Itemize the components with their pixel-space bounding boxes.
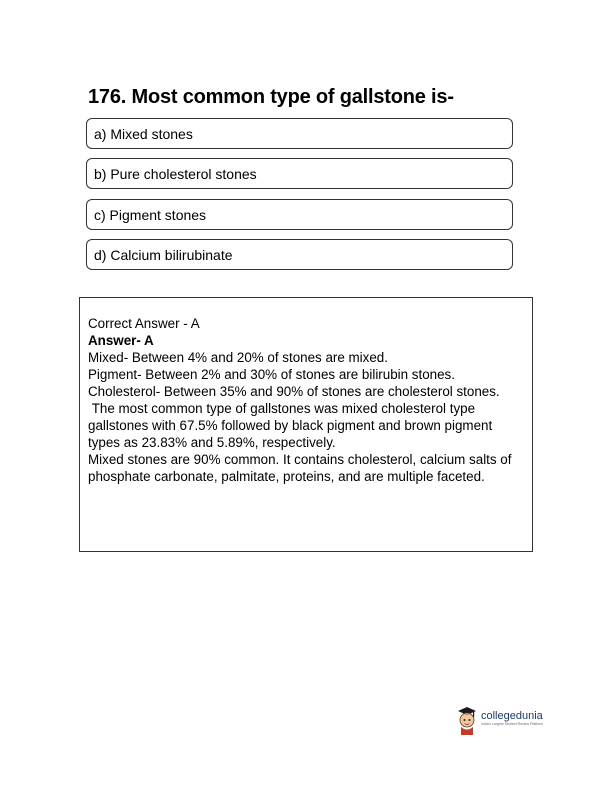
option-d[interactable] [86,239,513,270]
option-a-label: a) Mixed stones [94,125,193,142]
option-c-label: c) Pigment stones [94,206,207,223]
correct-answer-line: Correct Answer - A [88,316,200,331]
answer-box [79,297,533,552]
option-d-label: d) Calcium bilirubinate [94,246,233,263]
collegedunia-logo [456,705,576,737]
option-b-label: b) Pure cholesterol stones [94,165,257,182]
explanation-line: Pigment- Between 2% and 30% of stones are bilirubin stones. [88,367,455,382]
question-title: 176. Most common type of gallstone is- [88,86,454,108]
explanation-line: Cholesterol- Between 35% and 90% of stones are cholesterol stones. [88,384,500,399]
logo-name: collegedunia [481,710,543,722]
answer-heading: Answer- A [88,333,154,348]
option-a[interactable] [86,118,513,149]
option-b[interactable] [86,158,513,189]
explanation-line: Mixed- Between 4% and 20% of stones are mixed. [88,350,388,365]
logo-tagline: India's Largest Student Review Platform [481,722,544,726]
explanation-line: The most common type of gallstones was mixed cholesterol type gallstones with 67.5% followed by black pigment and brown pigment types as 23.83% and 5.89%, respectively. [88,401,496,450]
explanation-line: Mixed stones are 90% common. It contains cholesterol, calcium salts of phosphate carbonate, palmitate, proteins, and are multiple faceted. [88,452,512,484]
option-c[interactable] [86,199,513,230]
mascot-icon [456,705,478,735]
